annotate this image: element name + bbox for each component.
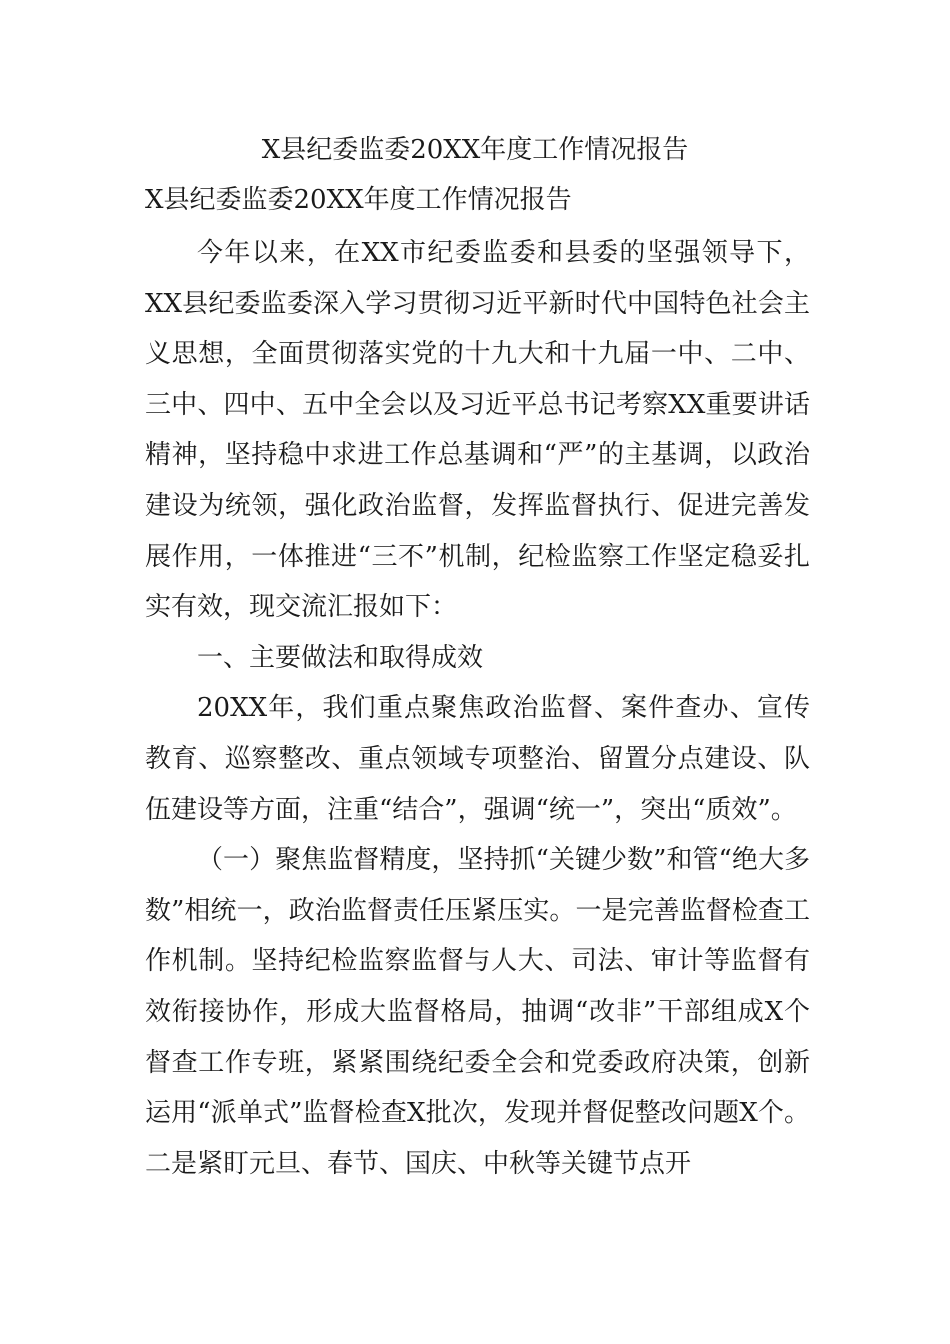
document-body: [145, 228, 810, 1189]
document-title: X县纪委监委20XX年度工作情况报告: [261, 135, 689, 165]
section-heading: 一、主要做法和取得成效: [197, 642, 484, 673]
paragraph-summary: 20XX年，我们重点聚焦政治监督、案件查办、宣传教育、巡察整改、重点领域专项整治、留置分点建设、队伍建设等方面，注重“结合”，强调“统一”，突出“质效”。: [145, 693, 810, 825]
document-subtitle: X县纪委监委20XX年度工作情况报告: [145, 185, 572, 215]
paragraph-intro: 今年以来，在XX市纪委监委和县委的坚强领导下，XX县纪委监委深入学习贯彻习近平新时代中国特色社会主义思想，全面贯彻落实党的十九大和十九届一中、二中、三中、四中、五中全会以及习近平总书记考察XX重要讲话精神，坚持稳中求进工作总基调和“严”的主基调，以政治建设为统领，强化政治监督，发挥监督执行、促进完善发展作用，一体推进“三不”机制，纪检监察工作坚定稳妥扎实有效，现交流汇报如下：: [145, 238, 810, 623]
paragraph-supervision: （一）聚焦监督精度，坚持抓“关键少数”和管“绝大多数”相统一，政治监督责任压紧压实。一是完善监督检查工作机制。坚持纪检监察监督与人大、司法、审计等监督有效衔接协作，形成大监督格局，抽调“改非”干部组成X个督查工作专班，紧紧围绕纪委全会和党委政府决策，创新运用“派单式”监督检查X批次，发现并督促整改问题X个。二是紧盯元旦、春节、国庆、中秋等关键节点开: [145, 845, 810, 1179]
